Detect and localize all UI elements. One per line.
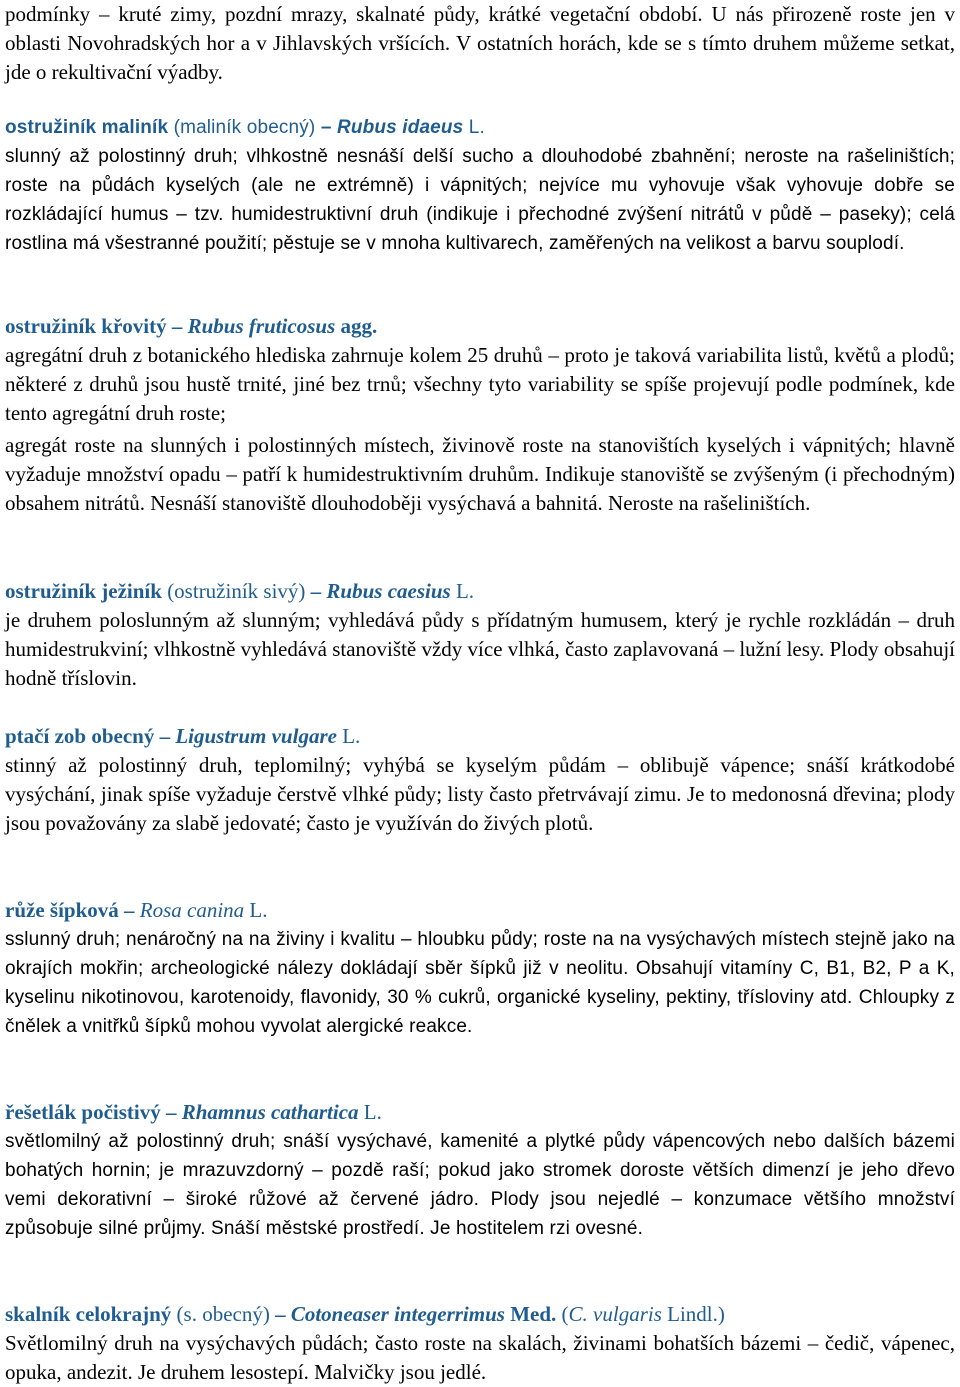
section-body-rubus-idaeus: slunný až polostinný druh; vlhkostně nesnáší delší sucho a dlouhodobé zbahnění; neroste na rašeliništích; roste na půdách kyselých (ale ne extrémně) i vápnitých; nejvíce mu vyhovuje však vyhovuje dobře se rozkládající humus – tzv. humidestruktivní druh (indikuje i přechodné zvýšení nitrátů v půdě – paseky); celá rostlina má všestranné použití; pěstuje se v mnoha kultivarech, zaměřených na velikost a barvu souplodí. (5, 146, 955, 254)
latin-name: Cotoneaser integerrimus (290, 1302, 505, 1326)
latin-name: Rubus fruticosus (187, 314, 336, 338)
latin-name: Rubus idaeus (336, 117, 464, 138)
common-name: ptačí zob obecný (5, 724, 155, 748)
common-name: řešetlák počistivý (5, 1100, 161, 1124)
section-body-rubus-caesius: je druhem poloslunným až slunným; vyhledává půdy s přídatným humusem, který je rychle rozkládán – druh humidestrukviní; vlhkostně vyhledává stanoviště vždy více vlhká, často zaplavovaná – lužní lesy. Plody obsahují hodně tříslovin. (5, 608, 955, 690)
dash: – (166, 314, 188, 338)
author: L. (463, 117, 485, 138)
common-name: růže šípková (5, 898, 119, 922)
latin-name: Ligustrum vulgare (175, 724, 337, 748)
author: Med. (504, 1302, 557, 1326)
latin-name: Rhamnus cathartica (181, 1100, 359, 1124)
section-heading-ligustrum-vulgare (5, 722, 955, 751)
alt-name: (maliník obecný) (168, 117, 316, 138)
latin-name: Rubus caesius (326, 579, 451, 603)
common-name: skalník celokrajný (5, 1302, 172, 1326)
section-body-rubus-fruticosus-2: agregát roste na slunných i polostinných místech, živinově roste na stanovištích kyselých i vápnitých; hlavně vyžaduje množství opadu – patří k humidestruktivním druhům. Indikuje stanoviště se zvýšeným (i přechodným) obsahem nitrátů. Nesnáší stanoviště dlouhodoběji vysýchavá a bahnitá. Neroste na rašeliništích. (5, 433, 955, 515)
section-body-rhamnus-cathartica: světlomilný až polostinný druh; snáší vysýchavé, kamenité a plytké půdy vápencových nebo dalších bázemi bohatých hornin; je mrazuvzdorný – pozdě raší; pokud jako stromek doroste větších dimenzí je jeho dřevo vemi dekorativní – široké růžové až červené jádro. Plody jsou nejedlé – konzumace většího množství způsobuje silné průjmy. Snáší městské prostředí. Je hostitelem rzi ovesné. (5, 1131, 955, 1239)
dash: – (305, 579, 327, 603)
section-heading-rhamnus-cathartica (5, 1098, 955, 1127)
author: L. (450, 579, 475, 603)
common-name: ostružiník křovitý (5, 314, 167, 338)
author: L. (358, 1100, 382, 1124)
author: L. (336, 724, 361, 748)
alt-name: (s. obecný) (171, 1302, 270, 1326)
section-body-rosa-canina: sslunný druh; nenáročný na na živiny i kvalitu – hloubku půdy; roste na na vysýchavých místech stejně jako na okrajích mokřin; archeologické nálezy dokládají sběr šípků již v neolitu. Obsahují vitamíny C, B1, B2, P a K, kyselinu nikotinovou, karotenoidy, flavonidy, 30 % cukrů, organické kyseliny, pektiny, třísloviny atd. Chloupky z čnělek a vnitřků šípků mohou vyvolat alergické reakce. (5, 929, 955, 1037)
common-name: ostružiník maliník (5, 117, 169, 138)
common-name: ostružiník ježiník (5, 579, 162, 603)
section-heading-rubus-caesius (5, 577, 955, 606)
alt-name: (ostružiník sivý) (161, 579, 306, 603)
section-body-cotoneaster-integerrimus: Světlomilný druh na vysýchavých půdách; často roste na skalách, živinami bohatších bázemi – čedič, vápenec, opuka, andezit. Je druhem lesostepí. Malvičky jsou jedlé. (5, 1331, 955, 1384)
latin-name: Rosa canina (139, 898, 245, 922)
section-body-rubus-fruticosus-1: agregátní druh z botanického hlediska zahrnuje kolem 25 druhů – proto je taková variabilita listů, květů a plodů; některé z druhů jsou hustě trnité, jiné bez trnů; všechny tyto variability se spíše projevují podle podmínek, kde tento agregátní druh roste; (5, 343, 955, 425)
dash: – (154, 724, 176, 748)
dash: – (315, 117, 337, 138)
synonym-author: Lindl.) (661, 1302, 725, 1326)
synonym-latin: C. vulgaris (568, 1302, 662, 1326)
author: agg. (335, 314, 378, 338)
section-heading-rosa-canina (5, 896, 955, 925)
intro-paragraph: podmínky – kruté zimy, pozdní mrazy, skalnaté půdy, krátké vegetační období. U nás přirozeně roste jen v oblasti Novohradských hor a v Jihlavských vršících. V ostatních horách, kde se s tímto druhem můžeme setkat, jde o rekultivační výadby. (5, 2, 955, 84)
dash: – (160, 1100, 182, 1124)
section-heading-cotoneaster-integerrimus (5, 1300, 955, 1329)
dash: – (118, 898, 140, 922)
author: L. (244, 898, 268, 922)
section-body-ligustrum-vulgare: stinný až polostinný druh, teplomilný; vyhýbá se kyselým půdám – oblibujě vápence; snáší krátkodobé vysýchání, jinak spíše vyžaduje čerstvě vlhké půdy; listy často přetrvávají zimu. Je to medonosná dřevina; plody jsou považovány za slabě jedovaté; často je využíván do živých plotů. (5, 753, 955, 835)
section-heading-rubus-fruticosus (5, 312, 955, 341)
dash: – (269, 1302, 291, 1326)
section-heading-rubus-idaeus (5, 113, 955, 142)
synonym-open: ( (556, 1302, 569, 1326)
